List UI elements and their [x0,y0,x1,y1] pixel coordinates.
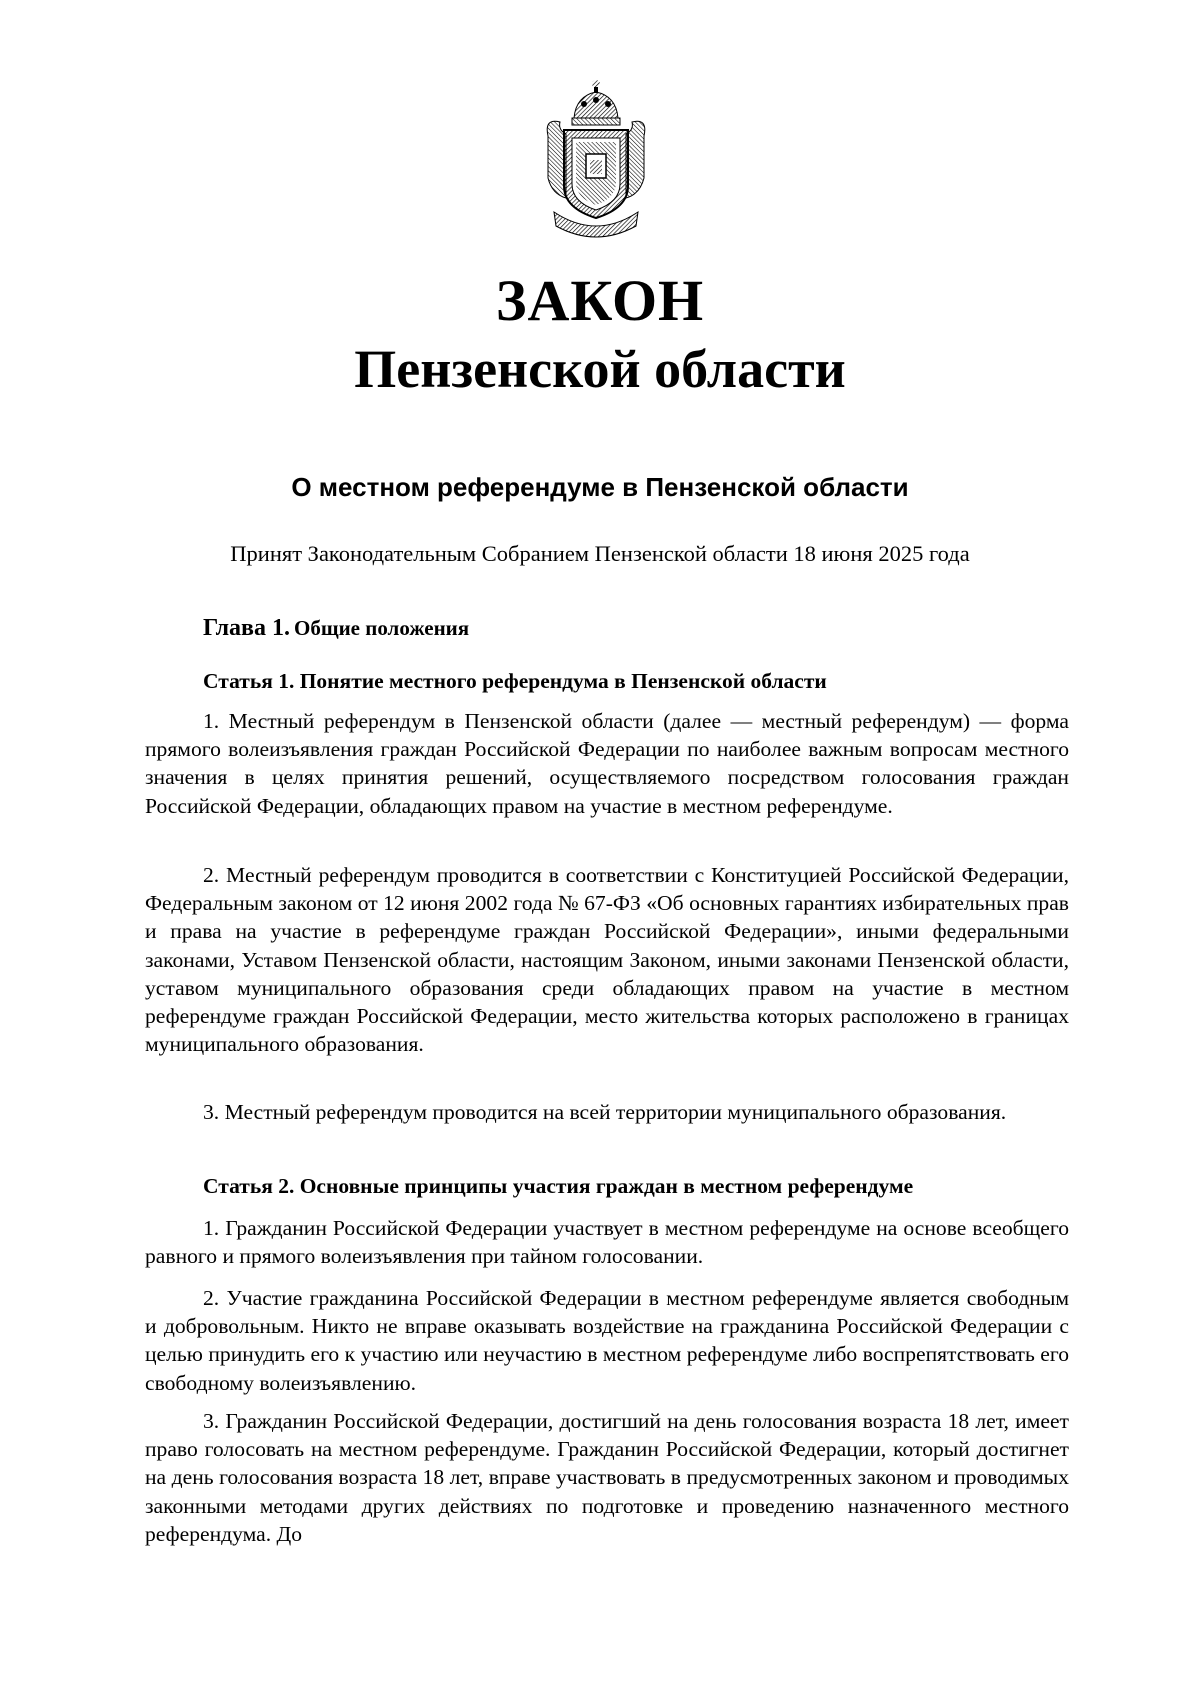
paragraph-text: 2. Участие гражданина Российской Федерации в местном референдуме является свободным и добровольным. Никто не вправе оказывать воздействие на гражданина Российской Федерации с целью принудить его к участию или неучастию в местном референдуме либо воспрепятствовать его свободному волеизъявлению. [145,1286,1069,1395]
document-title: ЗАКОН [495,268,705,333]
chapter-heading [203,613,469,646]
article-1-paragraph-3 [145,1098,1069,1126]
article-1-paragraph-2 [145,861,1069,1058]
law-name: О местном референдуме в Пензенской области [291,472,909,502]
article-1-paragraph-1 [145,707,1069,820]
article-2-paragraph-2 [145,1284,1069,1397]
adoption-note: Принят Законодательным Собранием Пензенской области 18 июня 2025 года [230,541,970,566]
paragraph-text: 3. Местный референдум проводится на всей территории муниципального образования. [203,1100,1007,1124]
paragraph-text: 3. Гражданин Российской Федерации, достигший на день голосования возраста 18 лет, имеет право голосовать на местном референдуме. Гражданин Российской Федерации, который достигнет на день голосования возраста 18 лет, вправе участвовать в предусмотренных законом и проводимых законными методами других действиях по подготовке и проведению назначенного местного референдума. До [145,1409,1069,1546]
coat-of-arms-icon [540,78,652,238]
chapter-label: Глава 1. [203,615,290,641]
article-2-heading: Статья 2. Основные принципы участия граждан в местном референдуме [203,1174,914,1198]
paragraph-text: 2. Местный референдум проводится в соответствии с Конституцией Российской Федерации, Федеральным законом от 12 июня 2002 года № 67-ФЗ «Об основных гарантиях избирательных прав и права на участие в референдуме граждан Российской Федерации», иными федеральными законами, Уставом Пензенской области, настоящим Законом, иными законами Пензенской области, уставом муниципального образования среди обладающих правом на участие в местном референдуме граждан Российской Федерации, место жительства которых расположено в границах муниципального образования. [145,863,1069,1057]
article-1-heading: Статья 1. Понятие местного референдума в Пензенской области [203,669,827,693]
paragraph-text: 1. Местный референдум в Пензенской области (далее — местный референдум) — форма прямого волеизъявления граждан Российской Федерации по наиболее важным вопросам местного значения в целях принятия решений, осуществляемого посредством голосования граждан Российской Федерации, обладающих правом на участие в местном референдуме. [145,709,1069,818]
paragraph-text: 1. Гражданин Российской Федерации участвует в местном референдуме на основе всеобщего равного и прямого волеизъявления при тайном голосовании. [145,1216,1069,1269]
article-2-paragraph-3 [145,1407,1069,1548]
chapter-title: Общие положения [294,616,470,640]
article-2-paragraph-1 [145,1214,1069,1270]
document-region: Пензенской области [354,339,846,399]
